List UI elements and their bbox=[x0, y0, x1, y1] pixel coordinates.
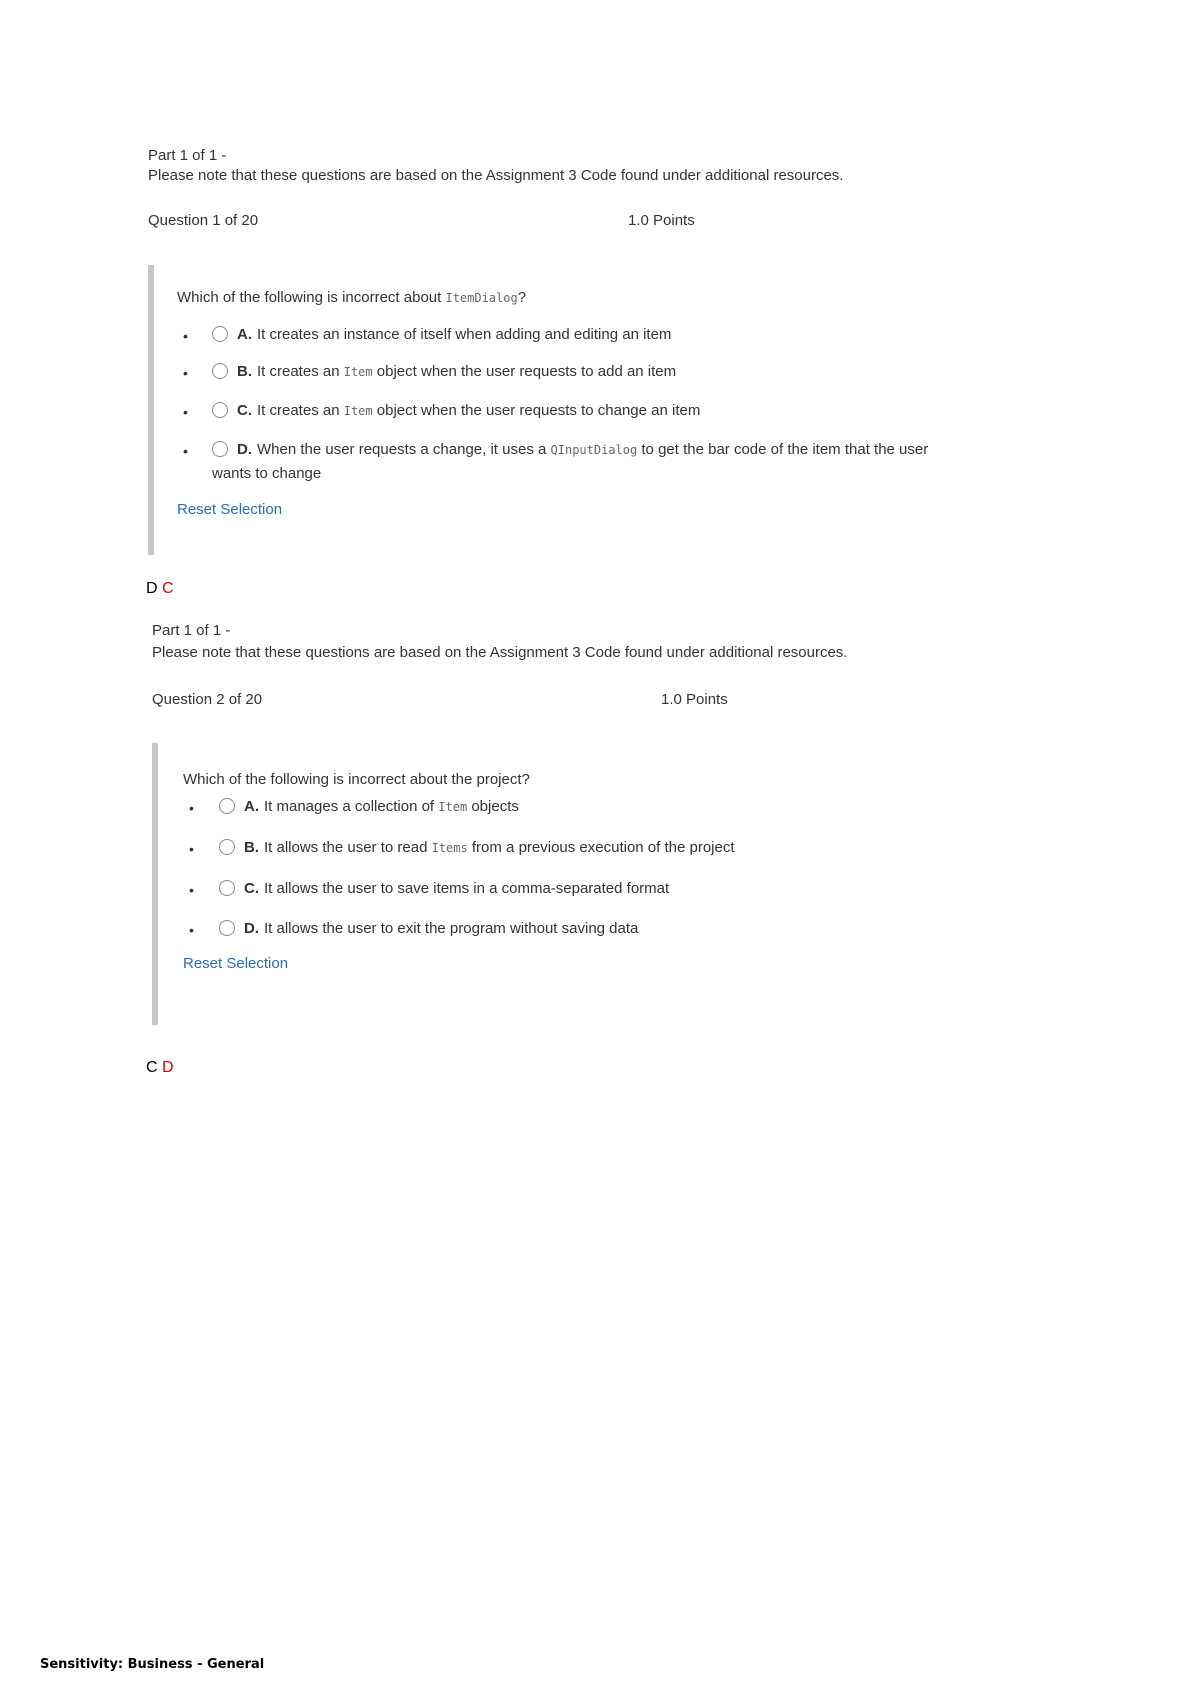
answer-selected: C bbox=[146, 1059, 158, 1076]
question-points: 1.0 Points bbox=[661, 691, 728, 708]
bullet: • bbox=[183, 443, 188, 459]
part-label: Part 1 of 1 - bbox=[152, 622, 231, 639]
instructions-note: Please note that these questions are based on the Assignment 3 Code found under additional resources. bbox=[152, 644, 848, 661]
question-number: Question 1 of 20 bbox=[148, 212, 259, 229]
option-code: QInputDialog bbox=[550, 443, 638, 457]
option-d[interactable] bbox=[212, 439, 928, 461]
option-text-end: object when the user requests to change an item bbox=[372, 402, 701, 419]
radio-button[interactable] bbox=[212, 326, 228, 342]
option-code: Item bbox=[343, 365, 373, 379]
radio-button[interactable] bbox=[212, 402, 228, 418]
option-letter: D. bbox=[237, 441, 252, 458]
answer-selected: D bbox=[146, 580, 158, 597]
question-prompt bbox=[177, 289, 526, 306]
option-c[interactable] bbox=[212, 400, 700, 422]
option-code: Item bbox=[438, 800, 468, 814]
question-number: Question 2 of 20 bbox=[152, 691, 263, 708]
option-b[interactable] bbox=[219, 837, 735, 859]
option-text-line2: wants to change bbox=[212, 465, 322, 482]
option-a[interactable] bbox=[212, 324, 671, 346]
radio-button[interactable] bbox=[219, 798, 235, 814]
bullet: • bbox=[189, 800, 194, 816]
option-letter: C. bbox=[244, 880, 259, 897]
reset-selection-link[interactable]: Reset Selection bbox=[183, 955, 289, 972]
option-letter: B. bbox=[237, 363, 252, 380]
option-text-end: from a previous execution of the project bbox=[467, 839, 735, 856]
option-text: It creates an bbox=[257, 363, 344, 380]
radio-button[interactable] bbox=[219, 920, 235, 936]
q2-intro bbox=[152, 621, 847, 663]
option-a[interactable] bbox=[219, 796, 519, 818]
radio-button[interactable] bbox=[212, 441, 228, 457]
bullet: • bbox=[183, 404, 188, 420]
option-d[interactable] bbox=[219, 918, 638, 940]
option-text: It creates an instance of itself when adding and editing an item bbox=[257, 326, 672, 343]
option-letter: B. bbox=[244, 839, 259, 856]
sensitivity-footer: Sensitivity: Business - General bbox=[40, 1657, 265, 1672]
option-d-continuation bbox=[212, 463, 321, 485]
answer-correct: D bbox=[162, 1059, 174, 1076]
question-prompt: Which of the following is incorrect about the project? bbox=[183, 771, 530, 788]
option-c[interactable] bbox=[219, 878, 669, 900]
option-text: When the user requests a change, it uses a bbox=[257, 441, 551, 458]
prompt-text: Which of the following is incorrect about bbox=[177, 289, 446, 306]
radio-button[interactable] bbox=[219, 839, 235, 855]
option-text: It allows the user to exit the program without saving data bbox=[264, 920, 639, 937]
bullet: • bbox=[189, 841, 194, 857]
question-points: 1.0 Points bbox=[628, 212, 695, 229]
option-text-end: to get the bar code of the item that the user bbox=[637, 441, 929, 458]
handwritten-answer bbox=[146, 580, 174, 598]
bullet: • bbox=[183, 328, 188, 344]
option-text: It manages a collection of bbox=[264, 798, 439, 815]
option-letter: D. bbox=[244, 920, 259, 937]
part-label: Part 1 of 1 - bbox=[148, 147, 227, 164]
option-text: It creates an bbox=[257, 402, 344, 419]
instructions-note: Please note that these questions are based on the Assignment 3 Code found under additional resources. bbox=[148, 167, 844, 184]
reset-selection-link[interactable]: Reset Selection bbox=[177, 501, 283, 518]
option-letter: C. bbox=[237, 402, 252, 419]
bullet: • bbox=[183, 365, 188, 381]
option-text: It allows the user to read bbox=[264, 839, 432, 856]
radio-button[interactable] bbox=[219, 880, 235, 896]
handwritten-answer bbox=[146, 1059, 174, 1077]
bullet: • bbox=[189, 882, 194, 898]
option-letter: A. bbox=[237, 326, 252, 343]
option-text: It allows the user to save items in a comma-separated format bbox=[264, 880, 670, 897]
option-code: Item bbox=[343, 404, 373, 418]
prompt-end: ? bbox=[517, 289, 527, 306]
option-b[interactable] bbox=[212, 361, 676, 383]
prompt-code: ItemDialog bbox=[445, 291, 518, 305]
answer-correct: C bbox=[162, 580, 174, 597]
option-letter: A. bbox=[244, 798, 259, 815]
option-text-end: objects bbox=[467, 798, 519, 815]
option-code: Items bbox=[431, 841, 468, 855]
option-text-end: object when the user requests to add an item bbox=[372, 363, 677, 380]
q1-intro bbox=[148, 146, 843, 186]
radio-button[interactable] bbox=[212, 363, 228, 379]
bullet: • bbox=[189, 922, 194, 938]
